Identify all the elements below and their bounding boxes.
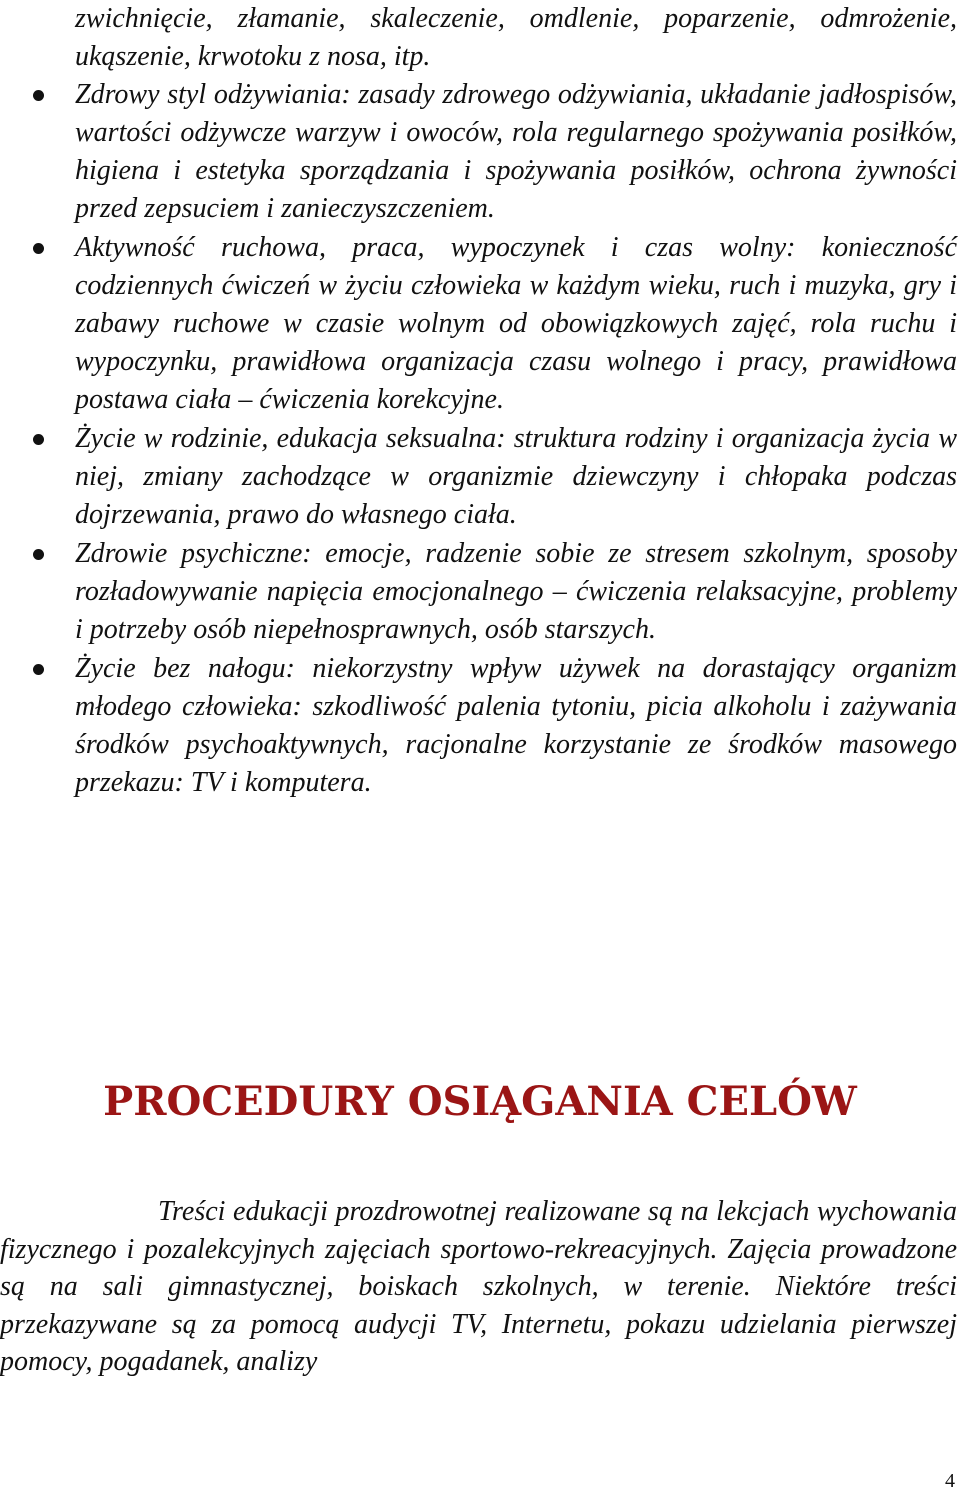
- bullet-icon: [33, 90, 44, 101]
- bullet-icon: [33, 243, 44, 254]
- bullet-icon: [33, 549, 44, 560]
- bullet-text: Życie bez nałogu: niekorzystny wpływ używek na dorastający organizm młodego człowieka: szkodliwość palenia tytoniu, picia alkoholu i zażywania środków psychoaktywnych, racjonalne korzystanie ze środków masowego przekazu: TV i komputera.: [75, 653, 957, 798]
- bullet-text: Aktywność ruchowa, praca, wypoczynek i czas wolny: konieczność codziennych ćwiczeń w życiu człowieka w każdym wieku, ruch i muzyka, gry i zabawy ruchowe w czasie wolnym od obowiązkowych zajęć, rola ruchu i wypoczynku, prawidłowa organizacja czasu wolnego i pracy, prawidłowa postawa ciała – ćwiczenia korekcyjne.: [75, 232, 957, 415]
- list-item: [0, 650, 957, 802]
- bullet-icon: [33, 434, 44, 445]
- bullet-text: Życie w rodzinie, edukacja seksualna: struktura rodziny i organizacja życia w niej, zmiany zachodzące w organizmie dziewczyny i chłopaka podczas dojrzewania, prawo do własnego ciała.: [75, 423, 957, 530]
- bullet-list: [0, 76, 960, 803]
- list-item: [0, 76, 957, 228]
- list-item: [0, 229, 957, 419]
- section-heading: PROCEDURY OSIĄGANIA CELÓW: [103, 1078, 857, 1125]
- list-item: [0, 535, 957, 649]
- intro-text: zwichnięcie, złamanie, skaleczenie, omdlenie, poparzenie, odmrożenie, ukąszenie, krwotoku z nosa, itp.: [75, 3, 957, 72]
- closing-paragraph: Treści edukacji prozdrowotnej realizowane są na lekcjach wychowania fizycznego i pozalekcyjnych zajęciach sportowo-rekreacyjnych. Zajęcia prowadzone są na sali gimnastycznej, boiskach szkolnych, w terenie. Niektóre treści przekazywane są za pomocą audycji TV, Internetu, pokazu udzielania pierwszej pomocy, pogadanek, analizy: [0, 1196, 957, 1377]
- bullet-icon: [33, 664, 44, 675]
- bullet-text: Zdrowie psychiczne: emocje, radzenie sobie ze stresem szkolnym, sposoby rozładowywanie napięcia emocjonalnego – ćwiczenia relaksacyjne, problemy i potrzeby osób niepełnosprawnych, osób starszych.: [75, 538, 957, 645]
- page-number: 4: [945, 1470, 955, 1492]
- list-item: [0, 420, 957, 534]
- bullet-text: Zdrowy styl odżywiania: zasady zdrowego odżywiania, układanie jadłospisów, wartości odżywcze warzyw i owoców, rola regularnego spożywania posiłków, higiena i estetyka sporządzania i spożywania posiłków, ochrona żywności przed zepsuciem i zanieczyszczeniem.: [75, 79, 957, 224]
